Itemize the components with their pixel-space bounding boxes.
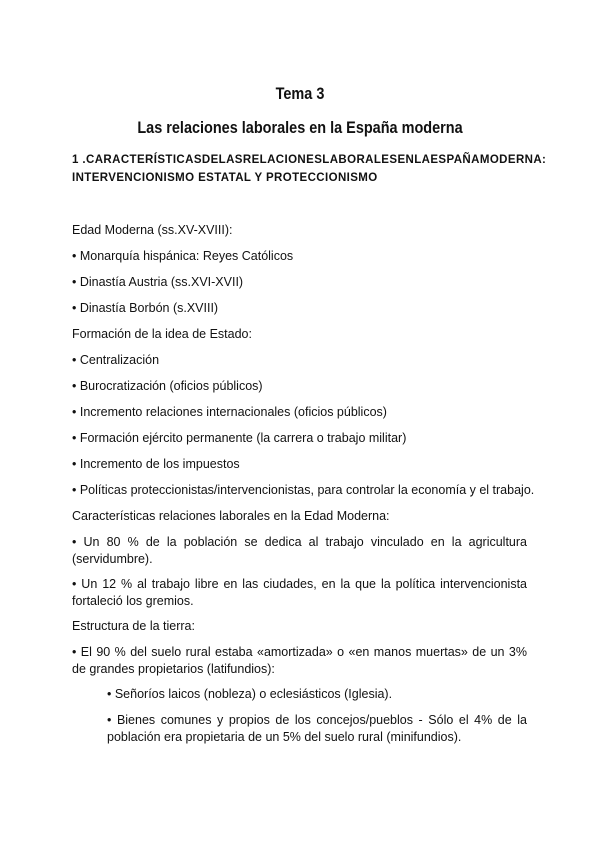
list-item: • Incremento de los impuestos: [72, 457, 240, 471]
section-heading: [72, 151, 547, 187]
list-item: • Un 12 % al trabajo libre en las ciudades, en la que la política intervencionista fortaleció los gremios.: [72, 577, 527, 608]
section-word: DE: [201, 154, 219, 166]
section-word: CARACTERÍSTICAS: [86, 154, 202, 166]
list-item: • Dinastía Austria (ss.XVI-XVII): [72, 275, 244, 289]
section-heading-line1: [72, 151, 547, 169]
sub-list-item: • Señoríos laicos (nobleza) o eclesiásticos (Iglesia).: [107, 687, 393, 701]
list-item: • Dinastía Borbón (s.XVIII): [72, 301, 219, 315]
section-word: ESPAÑA: [430, 154, 480, 166]
section-word: RELACIONES: [242, 154, 323, 166]
section-word: LABORALES: [322, 154, 398, 166]
paragraph-formacion: Formación de la idea de Estado:: [72, 327, 252, 341]
section-number: 1 .: [72, 154, 86, 166]
list-item: • Burocratización (oficios públicos): [72, 379, 263, 393]
topic-title: Tema 3: [275, 84, 325, 103]
sub-list-item: • Bienes comunes y propios de los concejos/pueblos - Sólo el 4% de la población era propietaria de un 5% del suelo rural (minifundios).: [107, 713, 527, 744]
section-word: EN: [397, 154, 415, 166]
document-title: Las relaciones laborales en la España moderna: [137, 118, 463, 137]
section-word: MODERNA:: [479, 154, 547, 166]
section-word: LAS: [218, 154, 243, 166]
list-item: • Un 80 % de la población se dedica al trabajo vinculado en la agricultura (servidumbre).: [72, 535, 527, 566]
list-item: • Centralización: [72, 353, 160, 367]
list-item: • El 90 % del suelo rural estaba «amortizada» o «en manos muertas» de un 3% de grandes propietarios (latifundios):: [72, 645, 527, 676]
list-item: • Formación ejército permanente (la carrera o trabajo militar): [72, 431, 407, 445]
paragraph-edad-moderna: Edad Moderna (ss.XV-XVIII):: [72, 223, 233, 237]
paragraph-estructura: Estructura de la tierra:: [72, 619, 195, 633]
paragraph-caracteristicas: Características relaciones laborales en la Edad Moderna:: [72, 509, 390, 523]
list-item: • Incremento relaciones internacionales (oficios públicos): [72, 405, 387, 419]
section-word: LA: [414, 154, 431, 166]
list-item: • Políticas proteccionistas/intervencionistas, para controlar la economía y el trabajo.: [72, 483, 535, 497]
section-heading-line2: INTERVENCIONISMO ESTATAL Y PROTECCIONISMO: [72, 172, 378, 184]
list-item: • Monarquía hispánica: Reyes Católicos: [72, 249, 294, 263]
